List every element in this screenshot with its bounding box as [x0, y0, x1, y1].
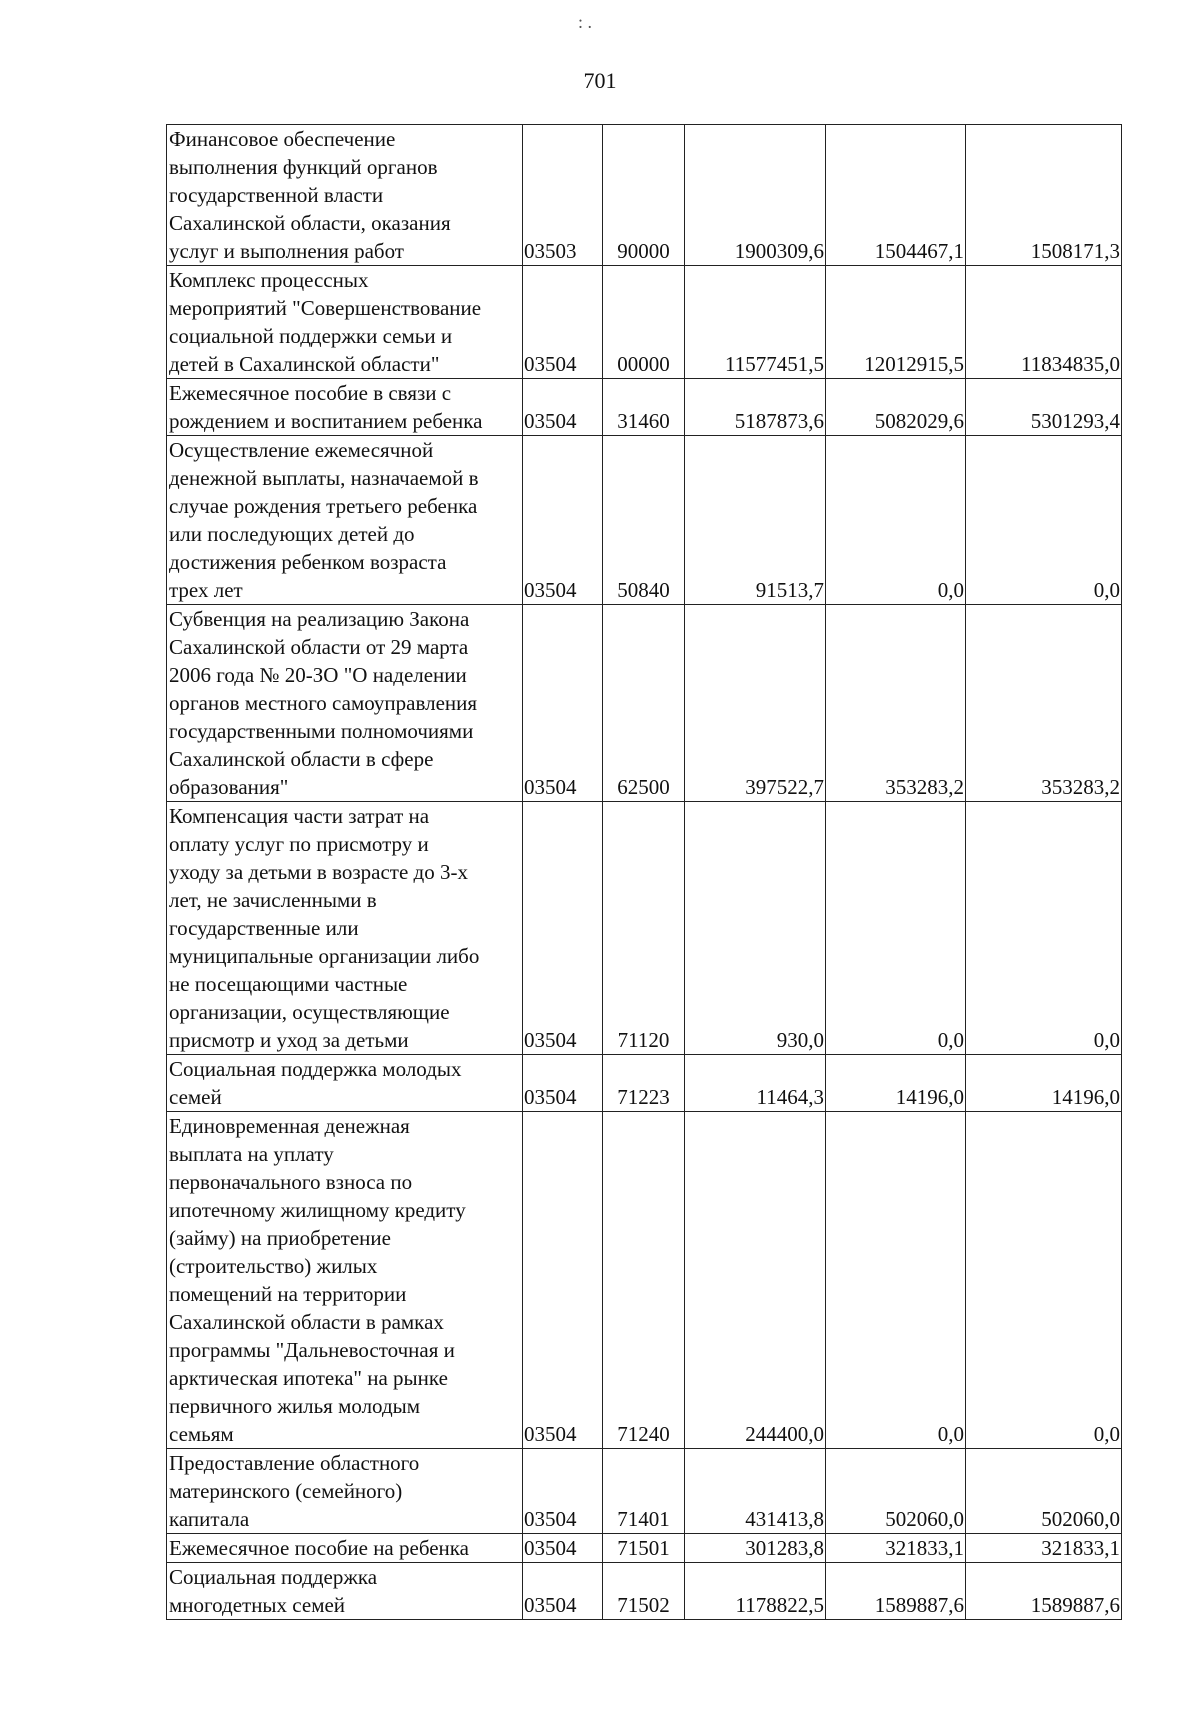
description-line: детей в Сахалинской области"	[169, 352, 440, 376]
description-line: выплата на уплату	[169, 1142, 334, 1166]
description-line: Сахалинской области в сфере	[169, 747, 434, 771]
description-line: ипотечному жилищному кредиту	[169, 1198, 466, 1222]
description-line: уходу за детьми в возрасте до 3-х	[169, 860, 468, 884]
description-line: Сахалинской области от 29 марта	[169, 635, 469, 659]
amount-year-1: 1178822,5	[685, 1563, 826, 1620]
description-line: государственными полномочиями	[169, 719, 474, 743]
description-line: помещений на территории	[169, 1282, 407, 1306]
description-line: Компенсация части затрат на	[169, 804, 430, 828]
table-row	[167, 1534, 1122, 1563]
description-line: Социальная поддержка молодых	[169, 1057, 462, 1081]
description-line: Единовременная денежная	[169, 1114, 410, 1138]
table-row	[167, 1055, 1122, 1112]
table-row	[167, 802, 1122, 1055]
description-line: 2006 года № 20-ЗО "О наделении	[169, 663, 467, 687]
amount-year-1: 244400,0	[685, 1112, 826, 1449]
row-description	[167, 379, 523, 436]
description-line: программы "Дальневосточная и	[169, 1338, 455, 1362]
amount-year-2: 0,0	[826, 436, 966, 605]
description-line: капитала	[169, 1507, 250, 1531]
description-line: арктическая ипотека" на рынке	[169, 1366, 448, 1390]
row-description	[167, 1563, 523, 1620]
amount-year-1: 431413,8	[685, 1449, 826, 1534]
description-line: семей	[169, 1085, 222, 1109]
amount-year-1: 301283,8	[685, 1534, 826, 1563]
description-line: случае рождения третьего ребенка	[169, 494, 478, 518]
section-code: 03504	[523, 1112, 603, 1449]
description-line: Ежемесячное пособие на ребенка	[169, 1536, 469, 1560]
row-description	[167, 266, 523, 379]
description-line: первоначального взноса по	[169, 1170, 413, 1194]
section-code: 03504	[523, 266, 603, 379]
amount-year-2: 14196,0	[826, 1055, 966, 1112]
table-row	[167, 1112, 1122, 1449]
amount-year-3: 0,0	[966, 1112, 1122, 1449]
row-description	[167, 125, 523, 266]
amount-year-2: 1504467,1	[826, 125, 966, 266]
description-line: услуг и выполнения работ	[169, 239, 404, 263]
amount-year-1: 11577451,5	[685, 266, 826, 379]
description-line: органов местного самоуправления	[169, 691, 478, 715]
description-line: денежной выплаты, назначаемой в	[169, 466, 479, 490]
description-line: государственной власти	[169, 183, 384, 207]
description-line: Социальная поддержка	[169, 1565, 378, 1589]
table-row	[167, 436, 1122, 605]
section-code: 03503	[523, 125, 603, 266]
description-line: не посещающими частные	[169, 972, 408, 996]
table-row	[167, 1449, 1122, 1534]
row-description	[167, 436, 523, 605]
section-code: 03504	[523, 802, 603, 1055]
description-line: социальной поддержки семьи и	[169, 324, 453, 348]
amount-year-2: 502060,0	[826, 1449, 966, 1534]
item-code: 00000	[603, 266, 685, 379]
row-description	[167, 1112, 523, 1449]
table-row	[167, 1563, 1122, 1620]
section-code: 03504	[523, 605, 603, 802]
amount-year-3: 502060,0	[966, 1449, 1122, 1534]
description-line: первичного жилья молодым	[169, 1394, 421, 1418]
section-code: 03504	[523, 1563, 603, 1620]
description-line: Предоставление областного	[169, 1451, 420, 1475]
row-description	[167, 1055, 523, 1112]
description-line: образования"	[169, 775, 289, 799]
description-line: Сахалинской области, оказания	[169, 211, 451, 235]
amount-year-1: 91513,7	[685, 436, 826, 605]
budget-table-body	[167, 125, 1122, 1620]
description-line: Осуществление ежемесячной	[169, 438, 434, 462]
section-code: 03504	[523, 436, 603, 605]
item-code: 50840	[603, 436, 685, 605]
row-description	[167, 1534, 523, 1563]
table-row	[167, 379, 1122, 436]
table-row	[167, 125, 1122, 266]
row-description	[167, 802, 523, 1055]
description-line: Сахалинской области в рамках	[169, 1310, 444, 1334]
amount-year-1: 1900309,6	[685, 125, 826, 266]
description-line: трех лет	[169, 578, 243, 602]
amount-year-3: 0,0	[966, 436, 1122, 605]
description-line: государственные или	[169, 916, 359, 940]
section-code: 03504	[523, 1449, 603, 1534]
section-code: 03504	[523, 1055, 603, 1112]
amount-year-1: 930,0	[685, 802, 826, 1055]
description-line: Ежемесячное пособие в связи с	[169, 381, 452, 405]
amount-year-3: 11834835,0	[966, 266, 1122, 379]
row-description	[167, 1449, 523, 1534]
amount-year-2: 1589887,6	[826, 1563, 966, 1620]
amount-year-3: 1589887,6	[966, 1563, 1122, 1620]
description-line: мероприятий "Совершенствование	[169, 296, 482, 320]
description-line: оплату услуг по присмотру и	[169, 832, 429, 856]
description-line: лет, не зачисленными в	[169, 888, 377, 912]
item-code: 71240	[603, 1112, 685, 1449]
item-code: 71401	[603, 1449, 685, 1534]
description-line: (строительство) жилых	[169, 1254, 378, 1278]
description-line: организации, осуществляющие	[169, 1000, 450, 1024]
description-line: многодетных семей	[169, 1593, 346, 1617]
description-line: Финансовое обеспечение	[169, 127, 396, 151]
description-line: или последующих детей до	[169, 522, 415, 546]
item-code: 71223	[603, 1055, 685, 1112]
amount-year-1: 397522,7	[685, 605, 826, 802]
amount-year-2: 0,0	[826, 802, 966, 1055]
amount-year-2: 0,0	[826, 1112, 966, 1449]
item-code: 71120	[603, 802, 685, 1055]
description-line: достижения ребенком возраста	[169, 550, 447, 574]
scan-marks: : .	[578, 12, 593, 32]
item-code: 31460	[603, 379, 685, 436]
description-line: выполнения функций органов	[169, 155, 438, 179]
section-code: 03504	[523, 1534, 603, 1563]
description-line: муниципальные организации либо	[169, 944, 480, 968]
amount-year-3: 321833,1	[966, 1534, 1122, 1563]
item-code: 90000	[603, 125, 685, 266]
budget-table	[166, 124, 1122, 1620]
amount-year-3: 1508171,3	[966, 125, 1122, 266]
amount-year-3: 5301293,4	[966, 379, 1122, 436]
page-number: 701	[583, 68, 617, 93]
description-line: рождением и воспитанием ребенка	[169, 409, 483, 433]
amount-year-2: 12012915,5	[826, 266, 966, 379]
description-line: (займу) на приобретение	[169, 1226, 391, 1250]
table-row	[167, 605, 1122, 802]
description-line: присмотр и уход за детьми	[169, 1028, 409, 1052]
amount-year-2: 321833,1	[826, 1534, 966, 1563]
table-row	[167, 266, 1122, 379]
row-description	[167, 605, 523, 802]
amount-year-2: 353283,2	[826, 605, 966, 802]
amount-year-1: 11464,3	[685, 1055, 826, 1112]
amount-year-3: 14196,0	[966, 1055, 1122, 1112]
item-code: 71501	[603, 1534, 685, 1563]
item-code: 71502	[603, 1563, 685, 1620]
amount-year-2: 5082029,6	[826, 379, 966, 436]
amount-year-3: 0,0	[966, 802, 1122, 1055]
description-line: материнского (семейного)	[169, 1479, 403, 1503]
description-line: семьям	[169, 1422, 234, 1446]
amount-year-1: 5187873,6	[685, 379, 826, 436]
amount-year-3: 353283,2	[966, 605, 1122, 802]
description-line: Комплекс процессных	[169, 268, 369, 292]
section-code: 03504	[523, 379, 603, 436]
description-line: Субвенция на реализацию Закона	[169, 607, 470, 631]
item-code: 62500	[603, 605, 685, 802]
